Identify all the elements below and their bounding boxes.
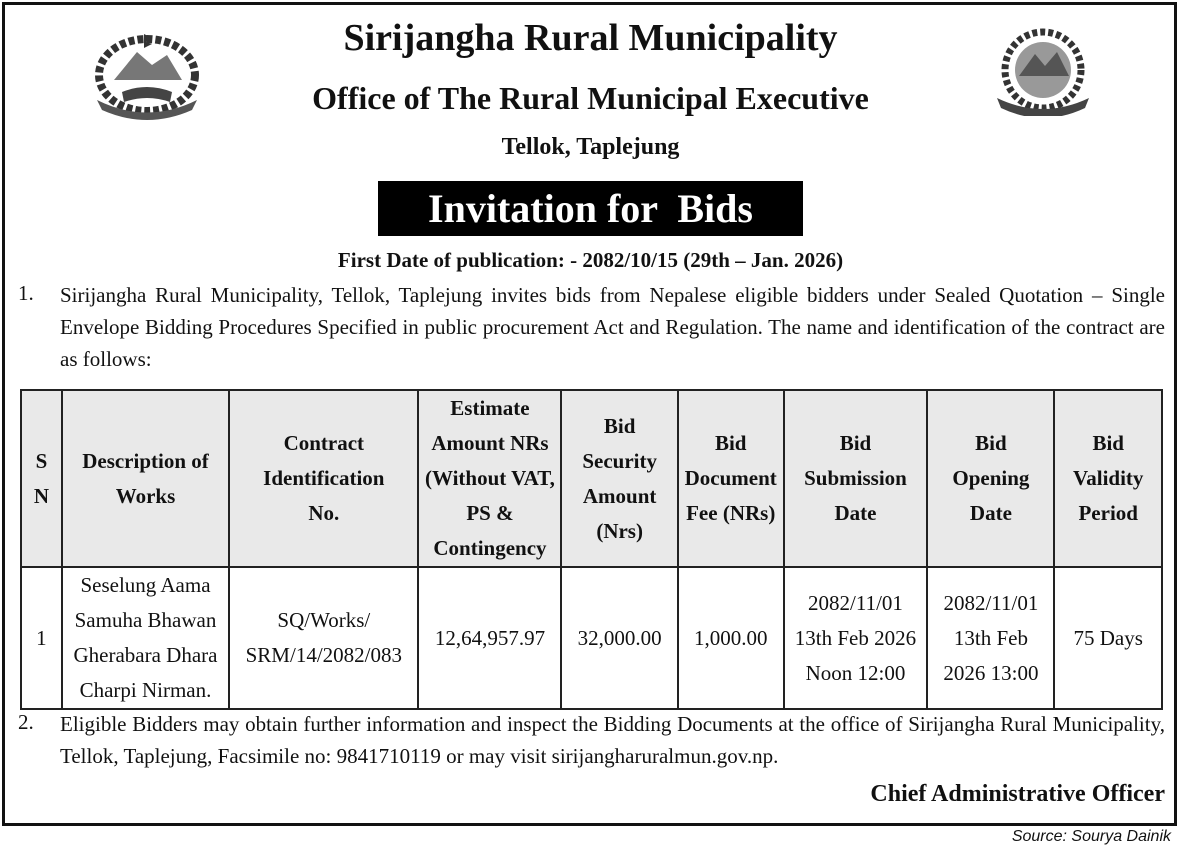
header-validity: Bid Validity Period (1054, 390, 1162, 567)
cell-description: Seselung Aama Samuha Bhawan Gherabara Dhara Charpi Nirman. (62, 567, 229, 709)
notice-banner: Invitation for Bids (378, 181, 803, 236)
cell-contract-id: SQ/Works/ SRM/14/2082/083 (229, 567, 418, 709)
cell-document-fee: 1,000.00 (678, 567, 784, 709)
publication-date: First Date of publication: - 2082/10/15 (29th – Jan. 2026) (337, 248, 844, 272)
table-header-row (21, 390, 1162, 567)
further-info-paragraph: Eligible Bidders may obtain further information and inspect the Bidding Documents at the office of Sirijangha Rural Municipality, Tellok, Taplejung, Facsimile no: 9841710119 or may visit sirijangharuralmun.gov.np. (60, 712, 1165, 768)
header-estimate: Estimate Amount NRs (Without VAT, PS & Contingency (418, 390, 561, 567)
header-contract-id: Contract Identification No. (229, 390, 418, 567)
municipality-title: Sirijangha Rural Municipality (343, 17, 838, 59)
header-document-fee: Bid Document Fee (NRs) (678, 390, 784, 567)
cell-opening-date: 2082/11/01 13th Feb 2026 13:00 (927, 567, 1054, 709)
header-sn: S N (21, 390, 62, 567)
office-title: Office of The Rural Municipal Executive (312, 80, 869, 116)
cell-validity: 75 Days (1054, 567, 1162, 709)
header-opening-date: Bid Opening Date (927, 390, 1054, 567)
header-bid-security: Bid Security Amount (Nrs) (561, 390, 677, 567)
cell-sn: 1 (21, 567, 62, 709)
location: Tellok, Taplejung (501, 134, 680, 160)
para-number: 2. (18, 710, 34, 734)
cell-bid-security: 32,000.00 (561, 567, 677, 709)
cell-submission-date: 2082/11/01 13th Feb 2026 Noon 12:00 (784, 567, 928, 709)
header-description: Description of Works (62, 390, 229, 567)
contract-table (20, 389, 1163, 710)
source-credit: Source: Sourya Dainik (1011, 828, 1171, 845)
header-submission-date: Bid Submission Date (784, 390, 928, 567)
signature: Chief Administrative Officer (870, 781, 1165, 807)
cell-estimate: 12,64,957.97 (418, 567, 561, 709)
invitation-paragraph: Sirijangha Rural Municipality, Tellok, Taplejung invites bids from Nepalese eligible bidders under Sealed Quotation – Single Envelope Bidding Procedures Specified in public procurement Act and Regulation. The name and identification of the contract are as follows: (60, 283, 1165, 371)
para-number: 1. (18, 281, 34, 305)
table-row (21, 567, 1162, 709)
